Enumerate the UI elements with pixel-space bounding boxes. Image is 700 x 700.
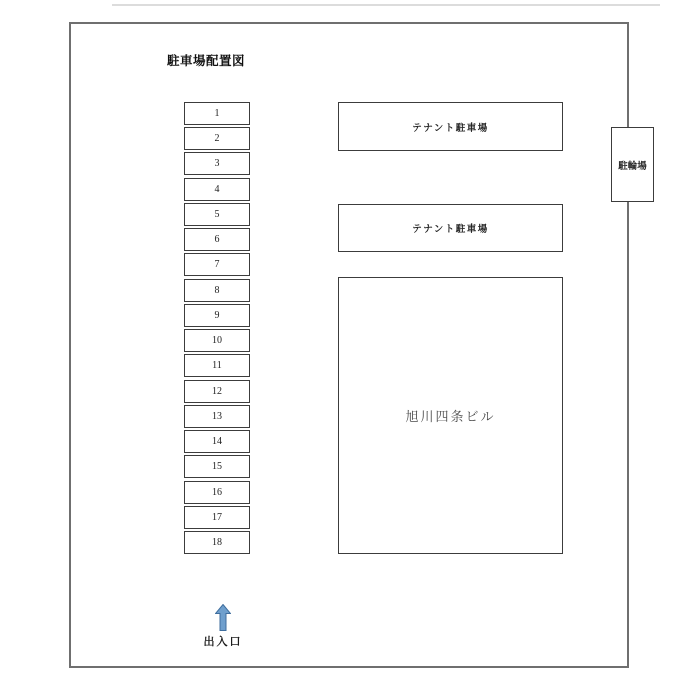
parking-space-cell: 9	[184, 304, 250, 327]
parking-space-cell: 17	[184, 506, 250, 529]
parking-space-cell: 2	[184, 127, 250, 150]
parking-space-cell: 12	[184, 380, 250, 403]
diagram-outer-frame	[69, 22, 647, 668]
diagram-title: 駐車場配置図	[167, 54, 246, 68]
parking-spaces-column	[184, 102, 250, 554]
tenant-parking-area-middle	[338, 204, 563, 252]
parking-space-cell: 10	[184, 329, 250, 352]
tenant-parking-label: テナント駐車場	[412, 224, 489, 235]
parking-space-cell: 6	[184, 228, 250, 251]
parking-space-cell: 4	[184, 178, 250, 201]
tenant-parking-label: テナント駐車場	[412, 122, 489, 134]
bicycle-parking-label: 駐輪場	[618, 160, 647, 172]
parking-space-cell: 11	[184, 354, 250, 377]
parking-space-cell: 16	[184, 481, 250, 504]
up-arrow-shape	[216, 605, 231, 631]
parking-space-cell: 3	[184, 152, 250, 175]
entrance-label: 出入口	[203, 636, 243, 648]
parking-space-cell: 18	[184, 531, 250, 554]
building-area	[338, 277, 563, 554]
building-label: 旭川四条ビル	[405, 409, 496, 424]
parking-space-cell: 8	[184, 279, 250, 302]
up-arrow-icon	[215, 604, 231, 631]
parking-space-cell: 14	[184, 430, 250, 453]
parking-space-cell: 1	[184, 102, 250, 125]
tenant-parking-area-top	[338, 102, 563, 151]
parking-space-cell: 5	[184, 203, 250, 226]
parking-space-cell: 13	[184, 405, 250, 428]
scan-artifact-line	[112, 4, 660, 6]
bicycle-parking-area	[611, 127, 654, 202]
parking-space-cell: 7	[184, 253, 250, 276]
parking-space-cell: 15	[184, 455, 250, 478]
